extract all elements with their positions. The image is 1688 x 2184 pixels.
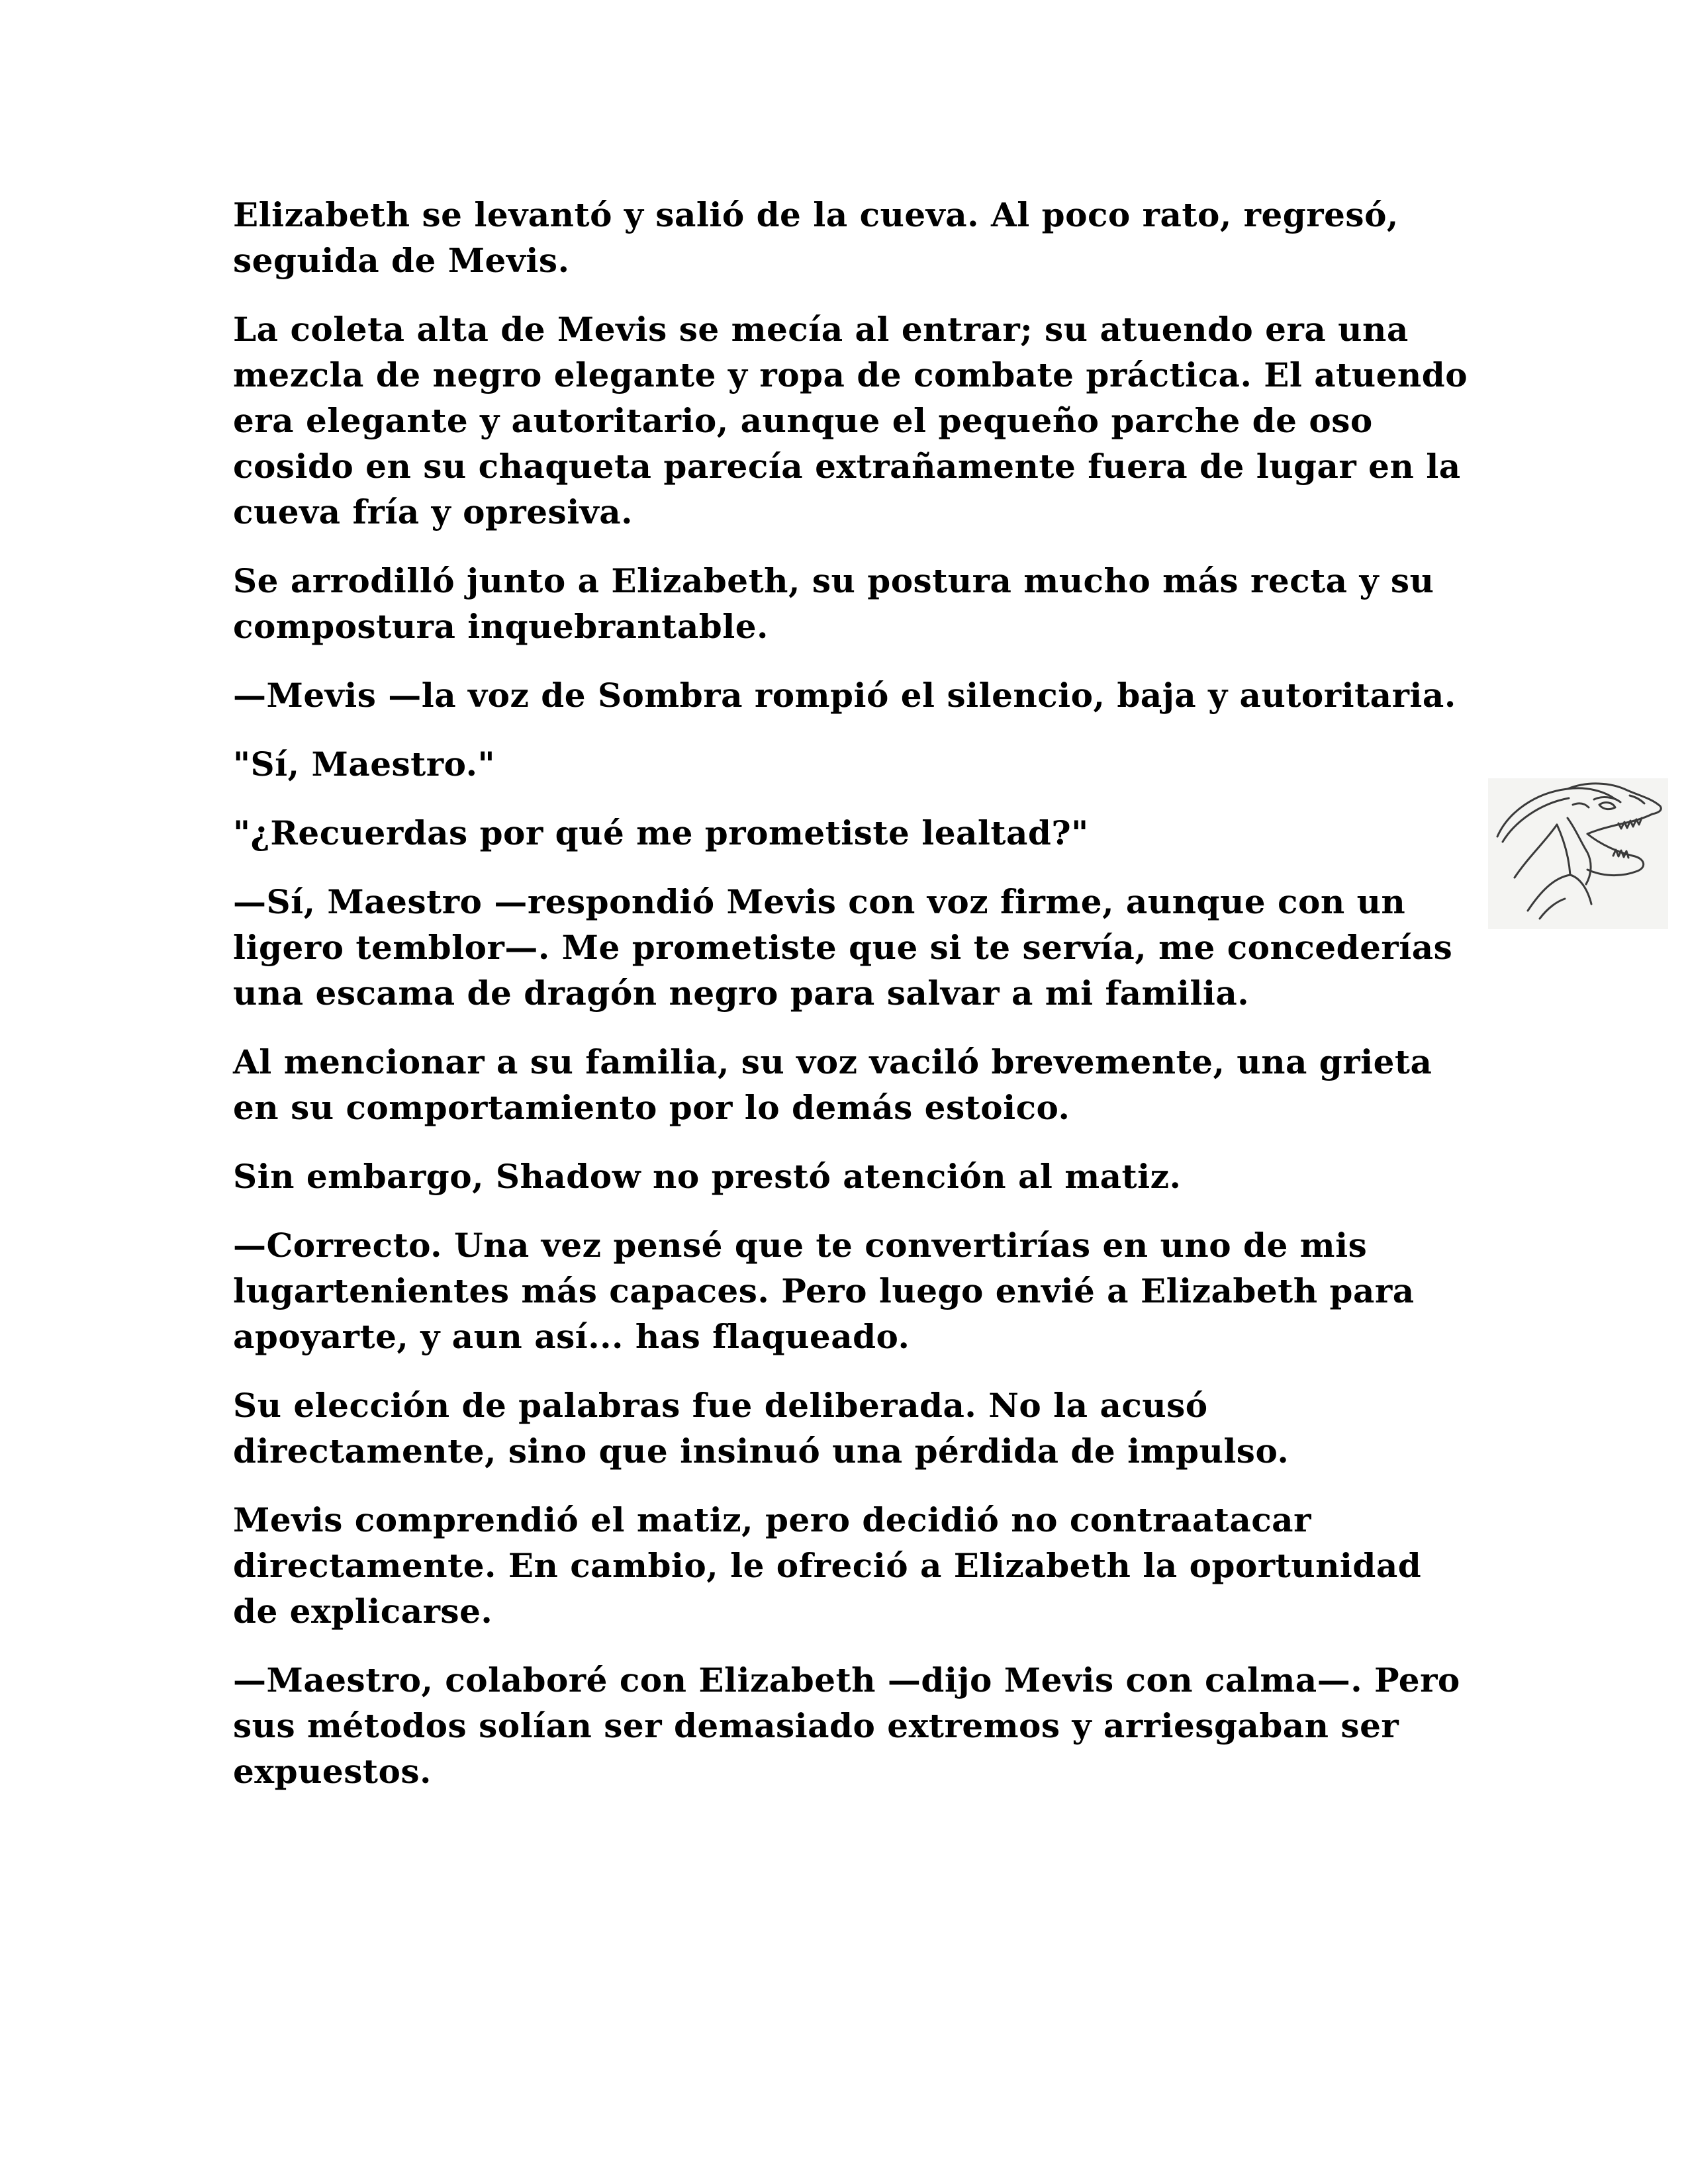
paragraph: Elizabeth se levantó y salió de la cueva. Al poco rato, regresó, seguida de Mevis. <box>233 195 1399 280</box>
story-text <box>233 192 1477 1817</box>
dinosaur-head-sketch-icon <box>1488 778 1668 929</box>
paragraph: Al mencionar a su familia, su voz vaciló brevemente, una grieta en su comportamiento por lo demás estoico. <box>233 1042 1432 1127</box>
paragraph: —Correcto. Una vez pensé que te convertirías en uno de mis lugartenientes más capaces. Pero luego envié a Elizabeth para apoyarte, y aun así... has flaqueado. <box>233 1226 1415 1356</box>
paragraph: —Mevis —la voz de Sombra rompió el silencio, baja y autoritaria. <box>233 676 1456 715</box>
paragraph: Mevis comprendió el matiz, pero decidió no contraatacar directamente. En cambio, le ofreció a Elizabeth la oportunidad de explicarse. <box>233 1500 1422 1631</box>
paragraph: —Sí, Maestro —respondió Mevis con voz firme, aunque con un ligero temblor—. Me prometiste que si te servía, me concederías una escama de dragón negro para salvar a mi familia. <box>233 882 1453 1013</box>
paragraph: Se arrodilló junto a Elizabeth, su postura mucho más recta y su compostura inquebrantable. <box>233 561 1434 646</box>
paragraph: "¿Recuerdas por qué me prometiste lealtad?" <box>233 813 1089 852</box>
paragraph: Sin embargo, Shadow no prestó atención al matiz. <box>233 1157 1182 1196</box>
paragraph: —Maestro, colaboré con Elizabeth —dijo Mevis con calma—. Pero sus métodos solían ser demasiado extremos y arriesgaban ser expuestos. <box>233 1661 1460 1791</box>
paragraph: "Sí, Maestro." <box>233 745 496 784</box>
paragraph: La coleta alta de Mevis se mecía al entrar; su atuendo era una mezcla de negro elegante y ropa de combate práctica. El atuendo era elegante y autoritario, aunque el pequeño parche de oso cosido en su chaqueta parecía extrañamente fuera de lugar en la cueva fría y opresiva. <box>233 310 1468 531</box>
paragraph: Su elección de palabras fue deliberada. No la acusó directamente, sino que insinuó una pérdida de impulso. <box>233 1386 1289 1471</box>
